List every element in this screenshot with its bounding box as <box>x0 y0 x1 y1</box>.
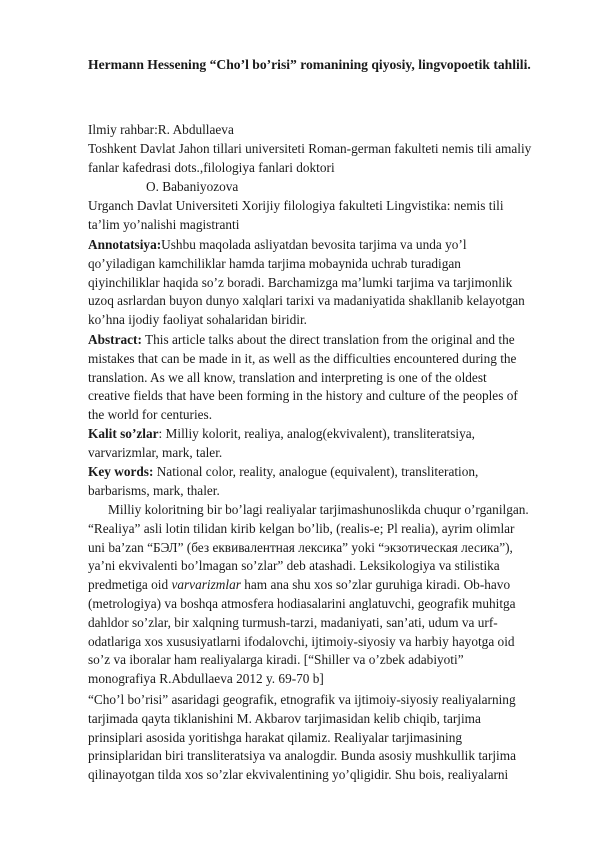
keywords-en-text: National color, reality, analogue (equivalent), transliteration, <box>153 464 479 479</box>
italic-term: varvarizmlar <box>171 577 241 593</box>
author-affiliation <box>88 197 554 235</box>
paragraph-text: ham ana shu xos so’zlar guruhiga kiradi. Ob-havo <box>240 577 511 593</box>
annotation-text: ko’hna ijodiy faoliyat sohalaridan biridir. <box>88 312 307 328</box>
annotation-text: qiyinchiliklar haqida so’z boradi. Barchamizga ma’lumki tarjima va tarjimonlik <box>88 274 513 290</box>
keywords-uz-text: varvarizmlar, mark, taler. <box>88 444 223 460</box>
abstract-text: translation. As we all know, translation and interpreting is one of the oldest <box>88 369 487 385</box>
paragraph-line: tarjimada qayta tiklanishini M. Akbarov tarjimasidan kelib chiqib, tarjima <box>88 710 481 726</box>
keywords-en-text: barbarisms, mark, thaler. <box>88 482 220 498</box>
paragraph-line: monografiya R.Abdullaeva 2012 y. 69-70 b] <box>88 671 324 687</box>
annotation-section <box>88 236 554 330</box>
supervisor-affiliation <box>88 140 554 178</box>
paragraph-line: “Cho’l bo’risi” asaridagi geografik, etnografik va ijtimoiy-siyosiy realiyalarning <box>88 692 516 707</box>
paragraph-line: ya’ni ekvivalenti bo’lmagan so’zlar” deb atashadi. Leksikologiya va stilistika <box>88 558 500 574</box>
supervisor-text: Ilmiy rahbar:R. Abdullaeva <box>88 122 234 137</box>
supervisor-line <box>88 121 554 140</box>
annotation-text: Ushbu maqolada asliyatdan bevosita tarjima va unda yo’l <box>161 237 467 252</box>
paragraph-line: odatlariga xos xususiyatlarni ifodalovchi, ijtimoiy-siyosiy va harbiy hayotga oid <box>88 633 515 649</box>
annotation-text: uzoq asrlardan buyon dunyo xalqlari tarixi va madaniyatida shakllanib kelayotgan <box>88 293 525 309</box>
paragraph-line: dahldor so’zlar, bir xalqning turmush-tarzi, madaniyati, san’ati, udum va urf- <box>88 614 498 630</box>
affiliation-line: Urganch Davlat Universiteti Xorijiy filologiya fakulteti Lingvistika: nemis tili <box>88 198 504 213</box>
body-paragraph-2 <box>88 691 554 785</box>
abstract-text: the world for centuries. <box>88 407 213 423</box>
paragraph-line: Milliy koloritning bir bo’lagi realiyalar tarjimashunoslikda chuqur o’rganilgan. <box>108 502 529 517</box>
paragraph-text: predmetiga oid <box>88 577 172 593</box>
keywords-uz-section <box>88 425 554 463</box>
author-name: O. Babaniyozova <box>146 179 239 194</box>
keywords-en-section <box>88 463 554 501</box>
abstract-text: creative fields that have been forming in the history and culture of the peoples of <box>88 388 518 404</box>
paragraph-line: uni ba’zan “БЭЛ” (без еквивалентная лексика” yoki “экзотическая лесика”), <box>88 539 513 555</box>
paragraph-line: qilinayotgan tilda xos so’zlar ekvivalentining yo’qligidir. Shu bois, realiyalarni <box>88 767 509 783</box>
paragraph-line: “Realiya” asli lotin tilidan kirib kelgan bo’lib, (realis-e; Pl realia), ayrim olimlar <box>88 520 515 536</box>
author-line <box>88 178 554 197</box>
body-paragraph-1 <box>88 501 554 689</box>
paragraph-line: prinsiplaridan biri transliteratsiya va analogdir. Bunda asosiy mushkullik tarjima <box>88 748 516 764</box>
affiliation-line: fanlar kafedrasi dots.,filologiya fanlari doktori <box>88 159 335 175</box>
abstract-label: Abstract: <box>88 332 142 347</box>
paragraph-line: (metrologiya) va boshqa atmosfera hodiasalarini anglatuvchi, geografik muhitga <box>88 595 516 611</box>
abstract-text: This article talks about the direct translation from the original and the <box>141 332 515 347</box>
paper-title: Hermann Hessening “Cho’l bo’risi” romanining qiyosiy, lingvopoetik tahlili. <box>88 57 531 72</box>
affiliation-line: ta’lim yo’nalishi magistranti <box>88 216 240 232</box>
paragraph-line: so’z va iboralar ham realiyalarga kiradi. [“Shiller va o’zbek adabiyoti” <box>88 652 464 668</box>
abstract-section <box>88 331 554 425</box>
keywords-uz-text: : Milliy kolorit, realiya, analog(ekvivalent), transliteratsiya, <box>158 426 475 441</box>
abstract-text: mistakes that can be made in it, as well as the difficulties encountered during the <box>88 350 517 366</box>
annotation-label: Annotatsiya: <box>88 237 162 252</box>
keywords-en-label: Key words: <box>88 464 154 479</box>
paragraph-line: prinsiplari asosida yoritishga harakat qilamiz. Realiyalar tarjimasining <box>88 729 463 745</box>
annotation-text: qo’yiladigan kamchiliklar hamda tarjima mobaynida uchrab turadigan <box>88 255 461 271</box>
affiliation-line: Toshkent Davlat Jahon tillari universiteti Roman-german fakulteti nemis tili amaliy <box>88 141 532 156</box>
keywords-uz-label: Kalit so’zlar <box>88 426 159 441</box>
